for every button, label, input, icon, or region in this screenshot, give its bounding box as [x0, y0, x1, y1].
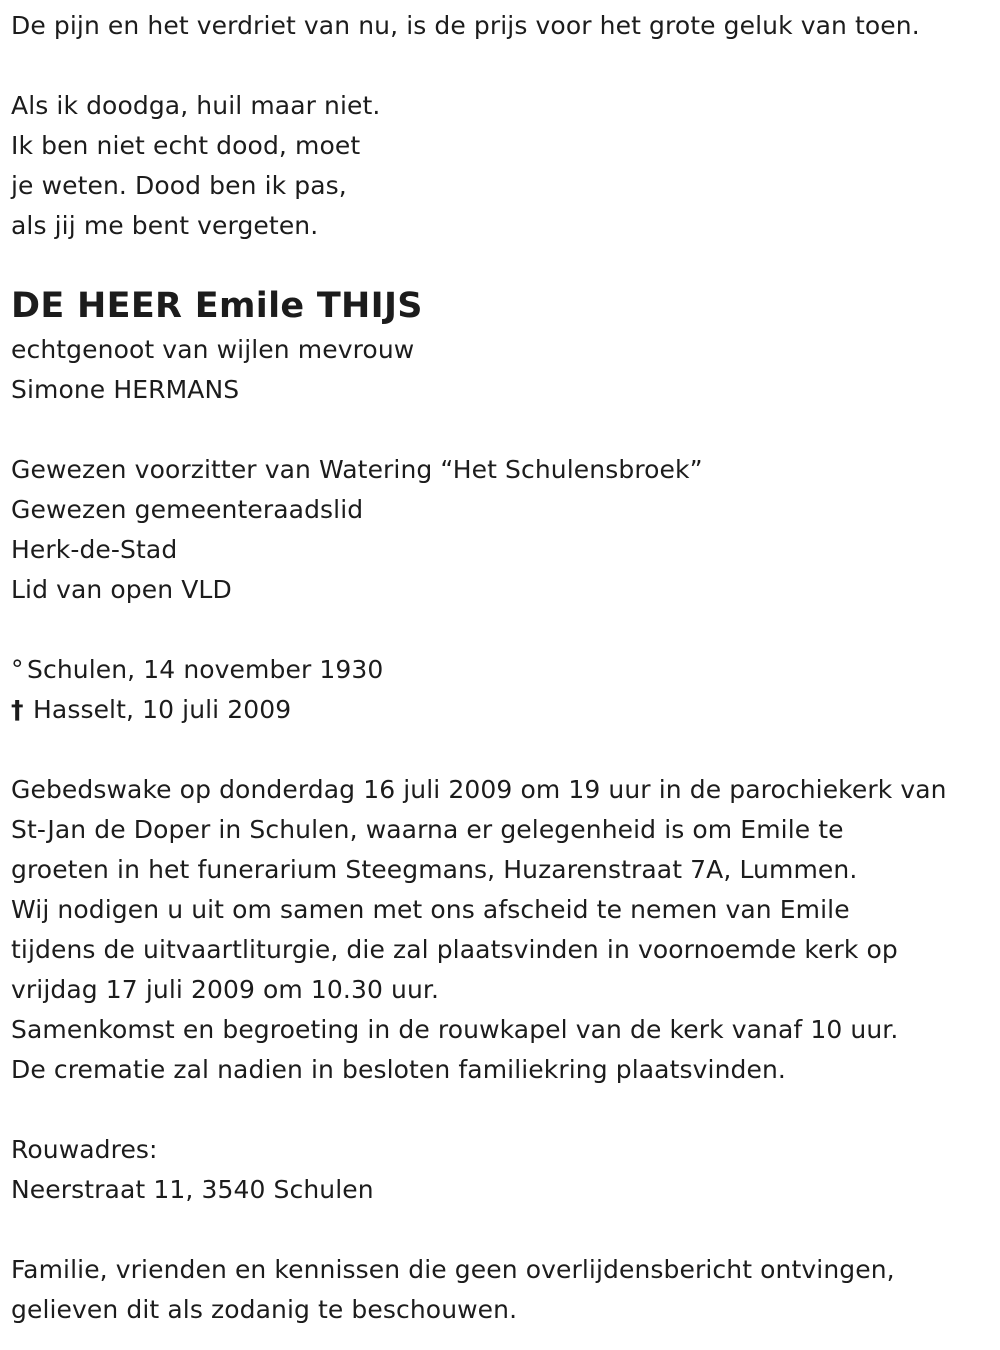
birth-text: Schulen, 14 november 1930	[27, 655, 384, 684]
titles-list	[11, 450, 991, 610]
deceased-name: DE HEER Emile THIJS	[11, 286, 423, 326]
poem	[11, 86, 991, 246]
birth-date	[11, 650, 991, 690]
title-item: Lid van open VLD	[11, 575, 232, 604]
address-value: Neerstraat 11, 3540 Schulen	[11, 1175, 374, 1204]
poem-line: Ik ben niet echt dood, moet	[11, 131, 361, 160]
spacer	[11, 46, 991, 86]
ceremony-line: vrijdag 17 juli 2009 om 10.30 uur.	[11, 975, 440, 1004]
closing-note	[11, 1250, 991, 1330]
ceremony-line: tijdens de uitvaartliturgie, die zal plaatsvinden in voornoemde kerk op	[11, 935, 898, 964]
spacer	[11, 610, 991, 650]
spacer	[11, 410, 991, 450]
spouse-line: echtgenoot van wijlen mevrouw	[11, 335, 415, 364]
title-item: Gewezen gemeenteraadslid	[11, 495, 364, 524]
mourning-address	[11, 1130, 991, 1210]
ceremony-details	[11, 770, 991, 1090]
ceremony-line: Wij nodigen u uit om samen met ons afscheid te nemen van Emile	[11, 895, 850, 924]
poem-line: als jij me bent vergeten.	[11, 211, 319, 240]
death-text: Hasselt, 10 juli 2009	[33, 695, 292, 724]
obituary-notice	[11, 6, 991, 1330]
spacer	[11, 1090, 991, 1130]
birth-symbol: °	[11, 655, 24, 684]
poem-line: Als ik doodga, huil maar niet.	[11, 91, 381, 120]
ceremony-line: De crematie zal nadien in besloten familiekring plaatsvinden.	[11, 1055, 786, 1084]
poem-line: je weten. Dood ben ik pas,	[11, 171, 347, 200]
spacer	[11, 1210, 991, 1250]
death-date	[11, 690, 991, 730]
spacer	[11, 246, 991, 282]
ceremony-line: St-Jan de Doper in Schulen, waarna er gelegenheid is om Emile te	[11, 815, 844, 844]
life-dates	[11, 650, 991, 730]
ceremony-line: Gebedswake op donderdag 16 juli 2009 om 19 uur in de parochiekerk van	[11, 775, 947, 804]
address-label: Rouwadres:	[11, 1135, 158, 1164]
title-item: Herk-de-Stad	[11, 535, 178, 564]
spouse-name: Simone HERMANS	[11, 375, 240, 404]
closing-line: Familie, vrienden en kennissen die geen overlijdensbericht ontvingen,	[11, 1255, 895, 1284]
closing-line: gelieven dit als zodanig te beschouwen.	[11, 1295, 518, 1324]
spacer	[11, 730, 991, 770]
ceremony-line: groeten in het funerarium Steegmans, Huzarenstraat 7A, Lummen.	[11, 855, 858, 884]
cross-icon: †	[11, 695, 24, 724]
opening-quote: De pijn en het verdriet van nu, is de prijs voor het grote geluk van toen.	[11, 11, 920, 40]
ceremony-line: Samenkomst en begroeting in de rouwkapel van de kerk vanaf 10 uur.	[11, 1015, 899, 1044]
title-item: Gewezen voorzitter van Watering “Het Schulensbroek”	[11, 455, 703, 484]
